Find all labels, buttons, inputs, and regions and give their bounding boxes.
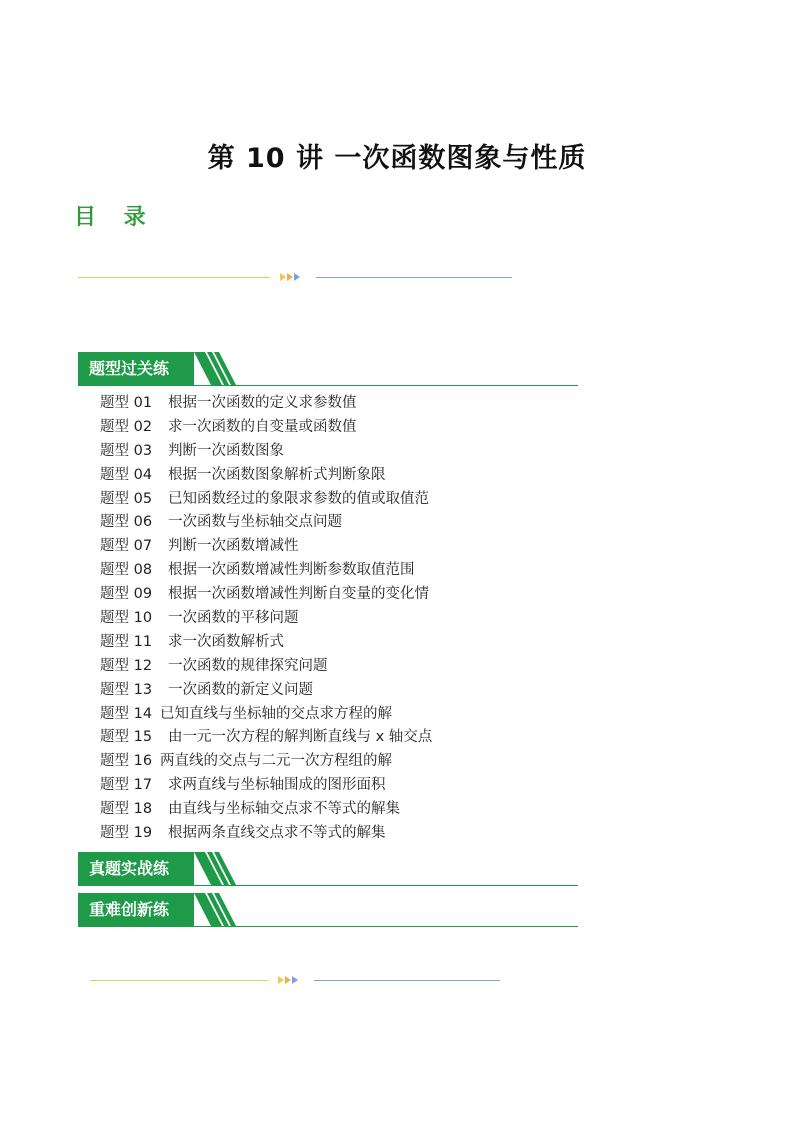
page-title: 第 10 讲 一次函数图象与性质 [207,143,587,174]
item-text: 根据一次函数增减性判断自变量的变化情 [168,586,429,603]
toc-item[interactable] [100,488,432,512]
item-code: 题型 07 [100,538,153,555]
divider-arrows [280,273,300,281]
item-code: 题型 05 [100,490,153,507]
stripes-icon [194,893,244,927]
divider-arrows [278,976,298,984]
item-text: 根据一次函数图象解析式判断象限 [168,466,386,483]
section-rule [78,885,578,887]
item-text: 由一元一次方程的解判断直线与 x 轴交点 [168,729,433,746]
item-text: 判断一次函数增减性 [168,538,299,555]
item-code: 题型 17 [100,777,153,794]
toc-item[interactable] [100,464,432,488]
item-text: 根据两条直线交点求不等式的解集 [168,825,386,842]
toc-item[interactable] [100,703,432,727]
section-practice[interactable] [78,352,578,386]
item-text: 已知直线与坐标轴的交点求方程的解 [160,705,392,722]
item-code: 题型 02 [100,418,153,435]
item-code: 题型 18 [100,801,153,818]
toc-item[interactable] [100,655,432,679]
item-code: 题型 11 [100,633,153,650]
item-code: 题型 09 [100,586,153,603]
section-challenge[interactable] [78,893,578,927]
item-code: 题型 14 [100,705,153,722]
item-code: 题型 08 [100,562,153,579]
arrow-icon [278,976,284,984]
section-label: 题型过关练 [78,352,194,385]
toc-item[interactable] [100,726,432,750]
section-label: 真题实战练 [78,852,194,885]
section-rule [78,385,578,387]
toc-item[interactable] [100,392,432,416]
arrow-icon [280,273,286,281]
item-text: 两直线的交点与二元一次方程组的解 [160,753,392,770]
arrow-icon [285,976,291,984]
item-text: 一次函数的平移问题 [168,610,299,627]
stripes-icon [194,352,244,386]
section-real-exam[interactable] [78,852,578,886]
toc-item[interactable] [100,774,432,798]
toc-list [100,392,432,846]
top-divider [78,273,512,283]
item-code: 题型 03 [100,442,153,459]
item-text: 求两直线与坐标轴围成的图形面积 [168,777,386,794]
toc-item[interactable] [100,416,432,440]
toc-item[interactable] [100,822,432,846]
toc-item[interactable] [100,679,432,703]
item-text: 已知函数经过的象限求参数的值或取值范 [168,490,429,507]
divider-line-blue [314,980,500,981]
item-text: 一次函数的规律探究问题 [168,657,328,674]
item-text: 根据一次函数的定义求参数值 [168,395,357,411]
item-text: 判断一次函数图象 [168,442,284,459]
toc-heading: 目 录 [74,205,156,230]
toc-item[interactable] [100,583,432,607]
item-text: 由直线与坐标轴交点求不等式的解集 [168,801,400,818]
section-label: 重难创新练 [78,893,194,926]
section-rule [78,926,578,928]
item-code: 题型 16 [100,753,153,770]
item-code: 题型 12 [100,657,153,674]
item-text: 一次函数的新定义问题 [168,681,313,698]
arrow-icon [294,273,300,281]
item-text: 根据一次函数增减性判断参数取值范围 [168,562,415,579]
toc-item[interactable] [100,440,432,464]
item-code: 题型 10 [100,610,153,627]
item-code: 题型 15 [100,729,153,746]
item-code: 题型 04 [100,466,153,483]
toc-item[interactable] [100,798,432,822]
toc-item[interactable] [100,511,432,535]
stripes-icon [194,852,244,886]
item-text: 一次函数与坐标轴交点问题 [168,514,342,531]
arrow-icon [287,273,293,281]
item-code: 题型 13 [100,681,153,698]
toc-item[interactable] [100,607,432,631]
item-text: 求一次函数的自变量或函数值 [168,418,357,435]
arrow-icon [292,976,298,984]
toc-item[interactable] [100,559,432,583]
item-code: 题型 06 [100,514,153,531]
bottom-divider [90,976,500,986]
item-code: 题型 01 [100,395,153,411]
item-text: 求一次函数解析式 [168,633,284,650]
toc-item[interactable] [100,631,432,655]
divider-line-gold [78,277,270,278]
item-code: 题型 19 [100,825,153,842]
divider-line-gold [90,980,268,981]
toc-item[interactable] [100,750,432,774]
toc-item[interactable] [100,535,432,559]
divider-line-blue [316,277,512,278]
